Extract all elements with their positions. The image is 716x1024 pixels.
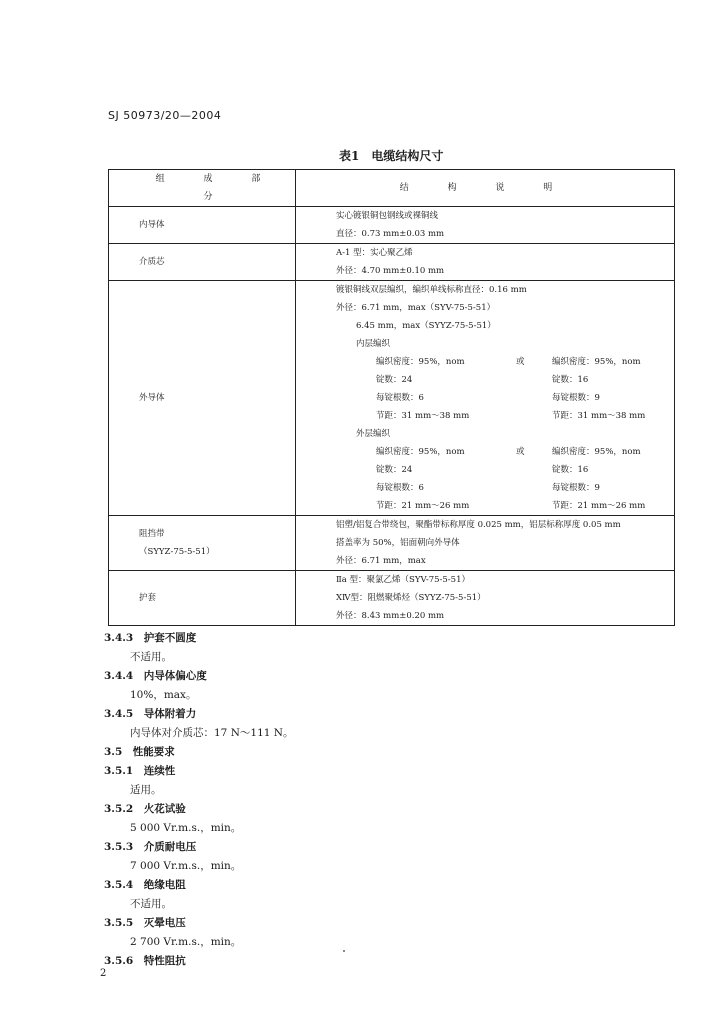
section-body: 2 700 Vr.m.s.，min。 — [130, 936, 242, 948]
section-heading: 3.5.4 绝缘电阻 — [104, 879, 186, 891]
or-label: 或 — [516, 447, 525, 457]
desc-line: ⅩⅣ型：阻燃聚烯烃（SYYZ-75-5-51） — [336, 593, 486, 603]
outer-braid-line — [336, 461, 674, 479]
page-number: 2 — [100, 968, 107, 979]
row-component: 内导体 — [109, 207, 296, 244]
document-code: SJ 50973/20—2004 — [108, 109, 222, 122]
inner-braid-line — [336, 371, 674, 389]
outer-right: 锭数：16 — [552, 465, 589, 475]
section-body: 5 000 Vr.m.s.，min。 — [130, 822, 242, 834]
header-structure: 结 构 说 明 — [296, 170, 675, 207]
section-body: 7 000 Vr.m.s.，min。 — [130, 860, 242, 872]
inner-right: 锭数：16 — [552, 375, 589, 385]
desc-line: 外径：6.71 mm，max（SYV-75-5-51） — [336, 303, 496, 313]
table-row — [109, 207, 675, 244]
desc-line: 直径：0.73 mm±0.03 mm — [336, 229, 445, 239]
outer-braid-line — [336, 497, 674, 515]
inner-left: 节距：31 mm～38 mm — [376, 411, 470, 421]
desc-line: A-1 型：实心聚乙烯 — [336, 248, 413, 258]
desc-line: Ⅱa 型：聚氯乙烯（SYV-75-5-51） — [336, 575, 470, 585]
row-component: 外导体 — [109, 281, 296, 516]
row-component: 护套 — [109, 571, 296, 626]
desc-line: 镀银铜线双层编织，编织单线标称直径：0.16 mm — [336, 285, 527, 295]
inner-right: 编织密度：95%，nom — [552, 357, 641, 367]
row-component — [109, 516, 296, 571]
section-heading: 3.4.3 护套不圆度 — [104, 632, 197, 644]
outer-right: 节距：21 mm～26 mm — [552, 501, 646, 511]
outer-left: 锭数：24 — [376, 465, 413, 475]
component-sublabel: （SYYZ-75-5-51） — [139, 547, 215, 557]
or-label: 或 — [516, 357, 525, 367]
desc-line: 外径：6.71 mm，max — [336, 556, 426, 566]
desc-line: 外径：8.43 mm±0.20 mm — [336, 611, 445, 621]
desc-line: 外径：4.70 mm±0.10 mm — [336, 266, 445, 276]
outer-left: 编织密度：95%，nom — [376, 447, 465, 457]
row-description — [296, 207, 675, 244]
table-header-row — [109, 170, 675, 207]
outer-braid-line — [336, 479, 674, 497]
component-label: 阻挡带 — [139, 529, 165, 539]
row-description — [296, 516, 675, 571]
desc-line: 铝塑/铝复合带绕包，聚酯带标称厚度 0.025 mm，铝层标称厚度 0.05 mm — [336, 520, 621, 530]
row-description — [296, 571, 675, 626]
inner-braid-line — [336, 353, 674, 371]
row-component: 介质芯 — [109, 244, 296, 281]
inner-braid-line — [336, 407, 674, 425]
section-heading: 3.5.2 火花试验 — [104, 803, 186, 815]
outer-right: 编织密度：95%，nom — [552, 447, 641, 457]
scan-speck — [343, 950, 345, 952]
section-body: 适用。 — [130, 784, 162, 796]
section-heading: 3.4.4 内导体偏心度 — [104, 670, 207, 682]
section-heading: 3.4.5 导体附着力 — [104, 708, 197, 720]
table-row — [109, 244, 675, 281]
outer-right: 每锭根数：9 — [552, 483, 600, 493]
outer-braid-line — [336, 443, 674, 461]
section-body: 内导体对介质芯：17 N～111 N。 — [130, 727, 294, 739]
section-heading: 3.5.3 介质耐电压 — [104, 841, 197, 853]
table-row — [109, 281, 675, 516]
table-row — [109, 571, 675, 626]
inner-left: 锭数：24 — [376, 375, 413, 385]
table-title: 表1 电缆结构尺寸 — [339, 149, 444, 163]
inner-braid-line — [336, 389, 674, 407]
table-row — [109, 516, 675, 571]
section-heading: 3.5.5 灭晕电压 — [104, 917, 186, 929]
section-heading: 3.5.1 连续性 — [104, 765, 176, 777]
inner-right: 节距：31 mm～38 mm — [552, 411, 646, 421]
inner-left: 每锭根数：6 — [376, 393, 424, 403]
outer-left: 每锭根数：6 — [376, 483, 424, 493]
inner-left: 编织密度：95%，nom — [376, 357, 465, 367]
outer-left: 节距：21 mm～26 mm — [376, 501, 470, 511]
desc-line: 实心镀银铜包钢线或裸铜线 — [336, 211, 439, 221]
desc-line: 6.45 mm，max（SYYZ-75-5-51） — [356, 321, 496, 331]
section-body: 10%，max。 — [130, 689, 197, 701]
section-heading: 3.5 性能要求 — [104, 746, 175, 758]
section-body: 不适用。 — [130, 651, 172, 663]
desc-line: 外层编织 — [356, 429, 391, 439]
cable-structure-table — [108, 169, 675, 626]
desc-line: 搭盖率为 50%，铝面朝向外导体 — [336, 538, 460, 548]
row-description — [296, 244, 675, 281]
section-heading: 3.5.6 特性阻抗 — [104, 955, 186, 967]
inner-right: 每锭根数：9 — [552, 393, 600, 403]
row-description — [296, 281, 675, 516]
header-component: 组 成 部 分 — [109, 170, 296, 207]
section-body: 不适用。 — [130, 898, 172, 910]
desc-line: 内层编织 — [356, 339, 391, 349]
